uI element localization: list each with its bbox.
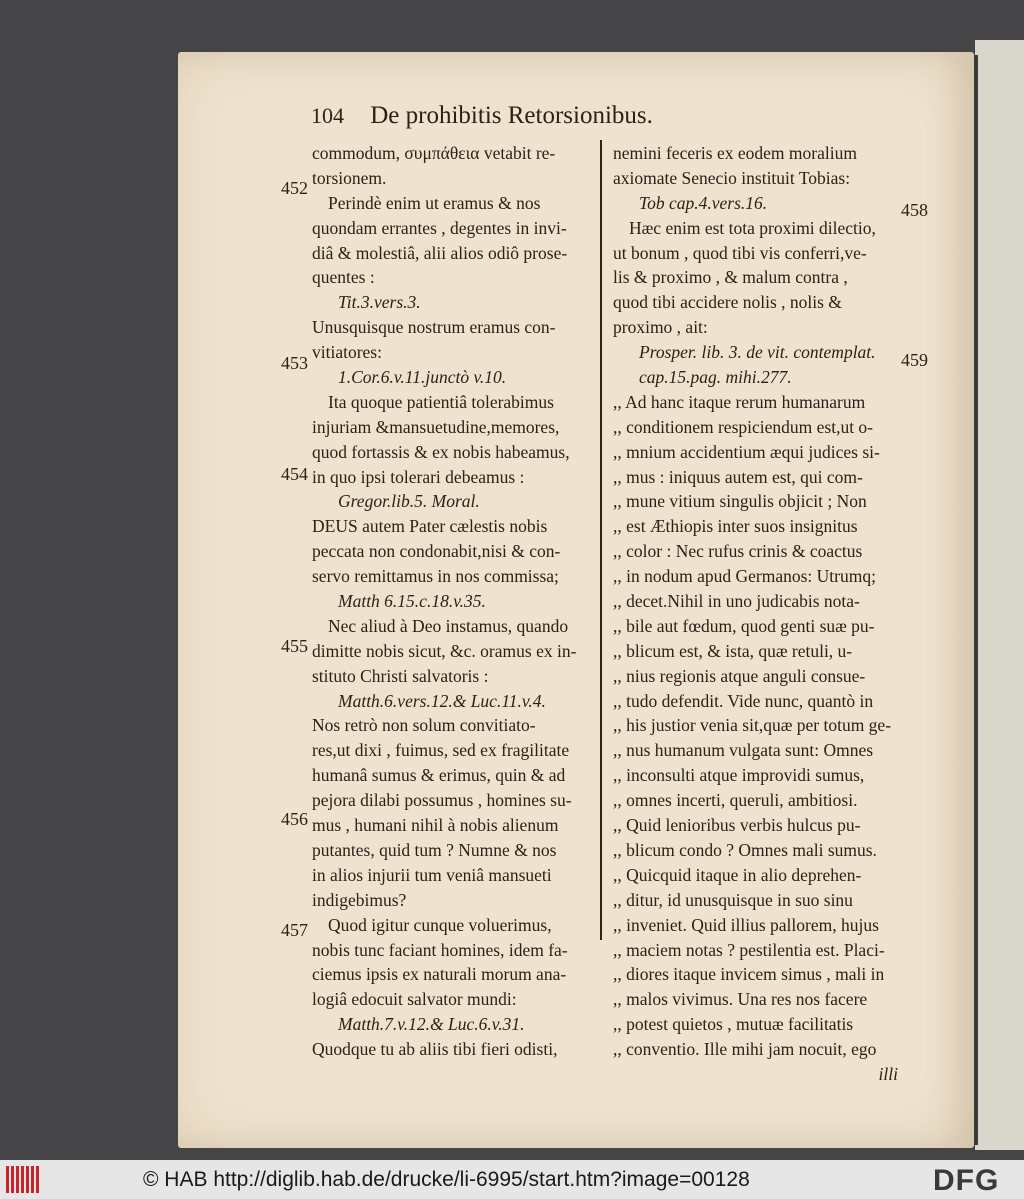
text-line: Prosper. lib. 3. de vit. contemplat.	[639, 342, 876, 363]
text-line: servo remittamus in nos commissa;	[312, 566, 559, 587]
text-line: Hæc enim est tota proximi dilectio,	[629, 217, 876, 238]
text-line: 1.Cor.6.v.11.junctò v.10.	[338, 367, 507, 388]
text-line: nobis tunc faciant homines, idem fa-	[312, 939, 568, 960]
running-title: De prohibitis Retorsionibus.	[370, 102, 653, 129]
text-line: humanâ sumus & erimus, quin & ad	[312, 765, 566, 786]
dfg-logo: DFG	[933, 1164, 1000, 1197]
text-line: Tit.3.vers.3.	[338, 292, 421, 313]
text-line: quod tibi accidere nolis , nolis &	[613, 292, 842, 313]
column-rule	[600, 140, 602, 940]
text-line: torsionem.	[312, 167, 387, 188]
text-line: ,, decet.Nihil in uno judicabis nota-	[613, 591, 860, 612]
text-line: Matth 6.15.c.18.v.35.	[338, 591, 486, 612]
page-header	[311, 102, 653, 130]
text-line: peccata non condonabit,nisi & con-	[312, 541, 561, 562]
text-line: axiomate Senecio instituit Tobias:	[613, 167, 851, 188]
text-line: ,, ditur, id unusquisque in suo sinu	[613, 889, 853, 910]
margin-number: 454	[281, 464, 308, 484]
text-line: dimitte nobis sicut, &c. oramus ex in-	[312, 640, 577, 661]
text-line: logiâ edocuit salvator mundi:	[312, 989, 517, 1010]
page-number: 104	[311, 103, 344, 128]
text-line: quentes :	[312, 267, 375, 288]
text-line: indigebimus?	[312, 889, 407, 910]
text-line: ,, in nodum apud Germanos: Utrumq;	[613, 566, 876, 587]
text-line: vitiatores:	[312, 342, 382, 363]
margin-number: 455	[281, 636, 308, 656]
text-line: cap.15.pag. mihi.277.	[639, 367, 792, 388]
text-line: putantes, quid tum ? Numne & nos	[312, 839, 557, 860]
margin-number: 459	[901, 350, 928, 370]
text-line: ,, mnium accidentium æqui judices si-	[613, 441, 880, 462]
text-line: DEUS autem Pater cælestis nobis	[312, 516, 548, 537]
text-line: ciemus ipsis ex naturali morum ana-	[312, 964, 567, 985]
text-line: quod fortassis & ex nobis habeamus,	[312, 441, 570, 462]
text-line: ,, mus : iniquus autem est, qui com-	[613, 466, 863, 487]
text-line: ,, conditionem respiciendum est,ut o-	[613, 416, 874, 437]
margin-number: 452	[281, 178, 308, 198]
margin-number: 458	[901, 200, 928, 220]
facing-page-edge	[975, 40, 1024, 1150]
margin-number: 457	[281, 920, 308, 940]
text-line: ,, potest quietos , mutuæ facilitatis	[613, 1014, 854, 1035]
text-line: ,, inconsulti atque improvidi sumus,	[613, 765, 865, 786]
text-line: illi	[878, 1063, 898, 1084]
text-line: Perindè enim ut eramus & nos	[328, 192, 541, 213]
text-line: Nos retrò non solum convitiato-	[312, 715, 536, 736]
margin-number: 456	[281, 809, 308, 829]
text-line: ,, Quicquid itaque in alio deprehen-	[613, 864, 862, 885]
footer-bar	[0, 1160, 1024, 1199]
text-line: ,, diores itaque invicem simus , mali in	[613, 964, 885, 985]
text-line: proximo , ait:	[613, 317, 708, 338]
text-line: nemini feceris ex eodem moralium	[613, 143, 857, 163]
text-line: ,, nius regionis atque anguli consue-	[613, 665, 866, 686]
text-line: in alios injurii tum veniâ mansueti	[312, 864, 552, 885]
text-line: ,, omnes incerti, queruli, ambitiosi.	[613, 790, 858, 811]
text-line: ,, bile aut fœdum, quod genti suæ pu-	[613, 615, 875, 636]
copyright-link[interactable]: © HAB http://diglib.hab.de/drucke/li-6995/start.htm?image=00128	[143, 1168, 750, 1191]
left-column	[312, 141, 597, 1062]
text-line: ,, his justior venia sit,quæ per totum ge-	[613, 715, 892, 736]
text-line: quondam errantes , degentes in invi-	[312, 217, 567, 238]
text-line: ut bonum , quod tibi vis conferri,ve-	[613, 242, 867, 263]
text-line: ,, blicum est, & ista, quæ retuli, u-	[613, 640, 853, 661]
text-line: commodum, συμπάθεια vetabit re-	[312, 143, 556, 163]
margin-number: 453	[281, 353, 308, 373]
text-line: Gregor.lib.5. Moral.	[338, 491, 480, 512]
text-line: Tob cap.4.vers.16.	[639, 192, 768, 213]
text-line: diâ & molestiâ, alii alios odiô prose-	[312, 242, 568, 263]
text-line: ,, Ad hanc itaque rerum humanarum	[613, 391, 866, 412]
text-line: in quo ipsi tolerari debeamus :	[312, 466, 525, 487]
text-line: pejora dilabi possumus , homines su-	[312, 790, 572, 811]
text-line: ,, blicum condo ? Omnes mali sumus.	[613, 839, 877, 860]
hab-logo-icon	[6, 1166, 48, 1193]
text-line: Unusquisque nostrum eramus con-	[312, 317, 556, 338]
text-line: Quodque tu ab aliis tibi fieri odisti,	[312, 1039, 558, 1060]
text-line: mus , humani nihil à nobis alienum	[312, 815, 559, 836]
text-line: Nec aliud à Deo instamus, quando	[328, 615, 569, 636]
text-line: ,, maciem notas ? pestilentia est. Placi-	[613, 939, 885, 960]
right-column	[613, 141, 898, 1087]
text-line: Ita quoque patientiâ tolerabimus	[328, 391, 554, 412]
text-line: Matth.6.vers.12.& Luc.11.v.4.	[338, 690, 546, 711]
text-line: ,, nus humanum vulgata sunt: Omnes	[613, 740, 874, 761]
text-line: ,, color : Nec rufus crinis & coactus	[613, 541, 863, 562]
text-line: Quod igitur cunque voluerimus,	[328, 914, 552, 935]
text-line: ,, tudo defendit. Vide nunc, quantò in	[613, 690, 874, 711]
text-line: lis & proximo , & malum contra ,	[613, 267, 848, 288]
text-line: ,, est Æthiopis inter suos insignitus	[613, 516, 858, 537]
text-line: ,, mune vitium singulis objicit ; Non	[613, 491, 867, 512]
text-line: ,, Quid lenioribus verbis hulcus pu-	[613, 815, 861, 836]
text-line: Matth.7.v.12.& Luc.6.v.31.	[338, 1014, 525, 1035]
text-line: res,ut dixi , fuimus, sed ex fragilitate	[312, 740, 570, 761]
text-line: injuriam &mansuetudine,memores,	[312, 416, 560, 437]
text-line: ,, malos vivimus. Una res nos facere	[613, 989, 868, 1010]
text-line: ,, inveniet. Quid illius pallorem, hujus	[613, 914, 879, 935]
text-line: stituto Christi salvatoris :	[312, 665, 489, 686]
text-line: ,, conventio. Ille mihi jam nocuit, ego	[613, 1039, 877, 1060]
